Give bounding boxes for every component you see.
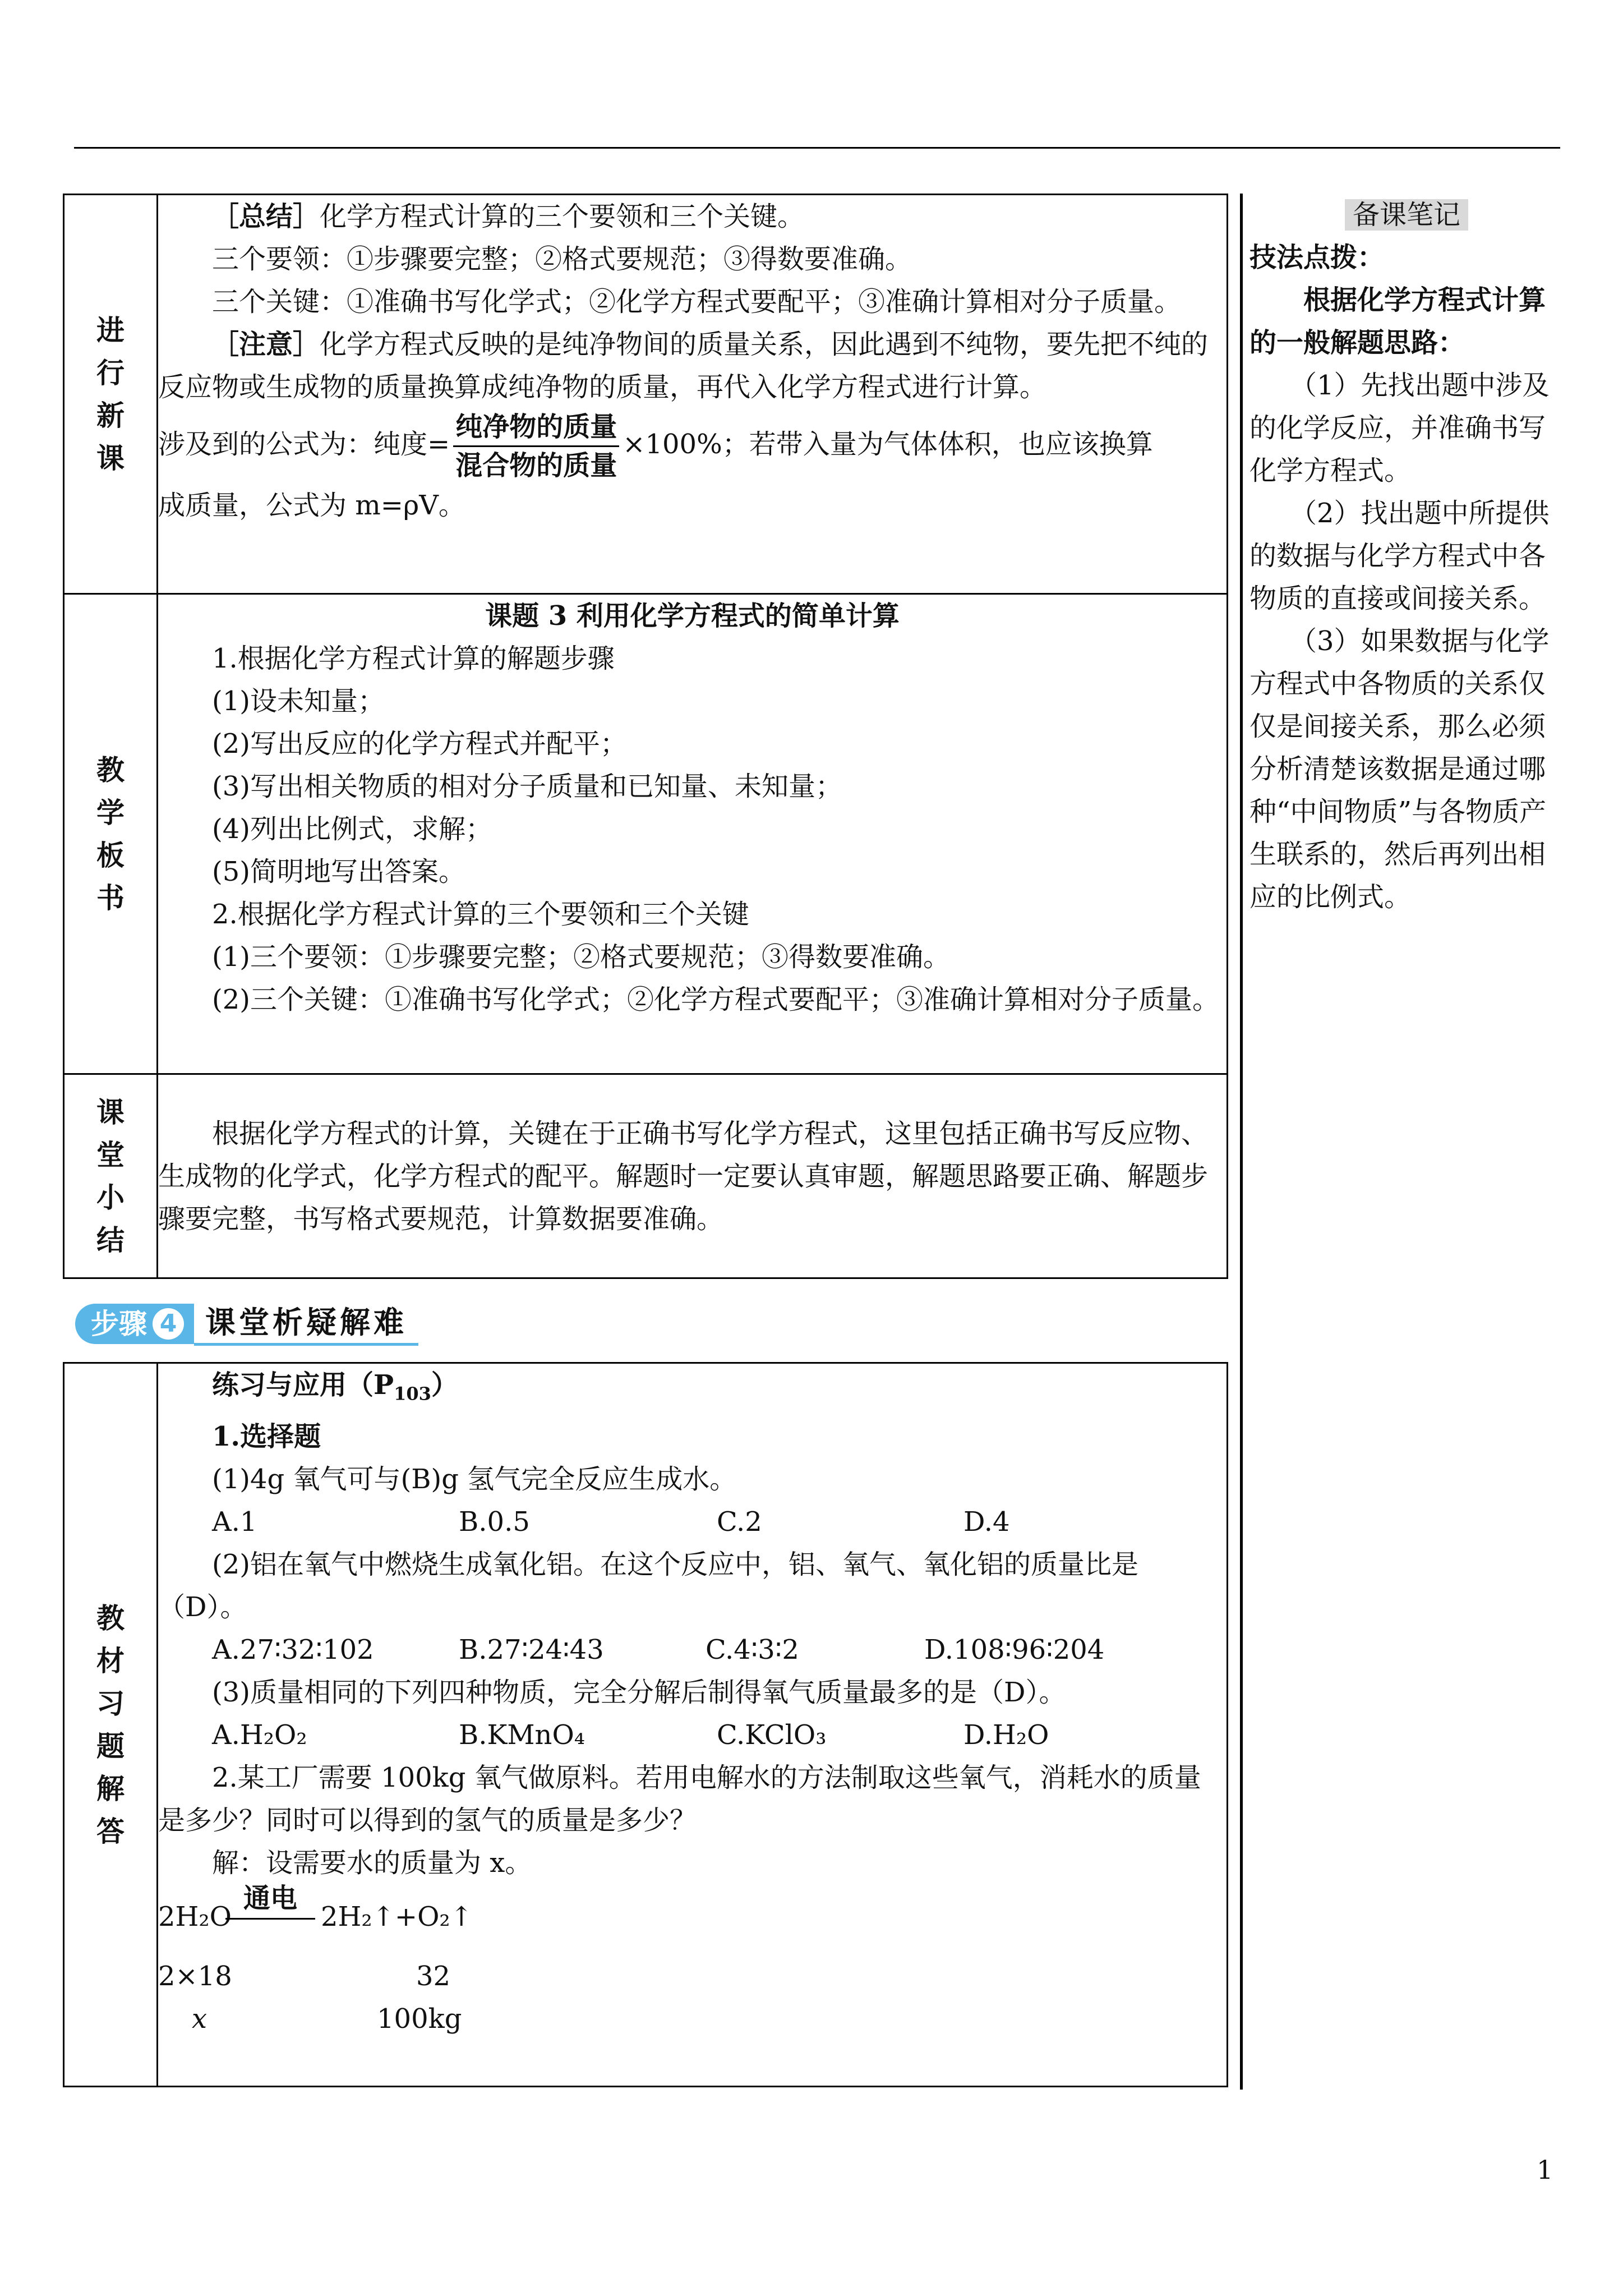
tip-title: 技法点拨： xyxy=(1249,242,1385,273)
equation-condition: 通电 xyxy=(225,1879,315,1920)
variable-left: x xyxy=(192,2003,208,2035)
prep-notes xyxy=(1249,194,1564,918)
board-line: 2.根据化学方程式计算的三个要领和三个关键 xyxy=(212,899,749,930)
three-keys: 三个关键：①准确书写化学式；②化学方程式要配平；③准确计算相对分子质量。 xyxy=(212,286,1182,318)
purity-fraction xyxy=(453,408,619,484)
label-new-lesson: 进 行 新 课 xyxy=(64,195,158,594)
step-banner xyxy=(75,1304,418,1344)
board-line: (1)设未知量； xyxy=(212,685,385,717)
exercise-heading: 练习与应用$(P_{103})$ xyxy=(212,1369,458,1405)
option: D.H₂O xyxy=(963,1719,1049,1751)
lesson-table-lower xyxy=(63,1362,1228,2087)
row-class-summary xyxy=(64,1074,1228,1278)
row-exercise-answers xyxy=(64,1363,1228,2087)
q1-options xyxy=(158,1501,1227,1543)
option: C.KClO₃ xyxy=(717,1719,827,1751)
row-board-writing xyxy=(64,594,1228,1074)
board-title: 课题 3 利用化学方程式的简单计算 xyxy=(485,600,900,632)
option: A.H₂O₂ xyxy=(212,1719,307,1751)
board-line: (2)三个关键：①准确书写化学式；②化学方程式要配平；③准确计算相对分子质量。 xyxy=(212,984,1219,1015)
q3-options xyxy=(158,1714,1227,1756)
solution-setup: 解：设需要水的质量为 x。 xyxy=(212,1847,532,1879)
lesson-table-upper xyxy=(63,194,1228,1279)
reaction-equation xyxy=(158,1882,1227,1949)
new-lesson-content xyxy=(158,195,1228,594)
question-3: (3)质量相同的下列四种物质，完全分解后制得氧气质量最多的是（D）。 xyxy=(212,1676,1066,1708)
summary-paragraph: 根据化学方程式的计算，关键在于正确书写化学方程式，这里包括正确书写反应物、生成物的化学式，化学方程式的配平。解题时一定要认真审题，解题思路要正确、解题步骤要完整，书写格式要规范，计算数据要准确。 xyxy=(158,1117,1209,1235)
mass-left: 2×18 xyxy=(158,1960,232,1992)
tip-item: （3）如果数据与化学方程式中各物质的关系仅仅是间接关系，那么必须分析清楚该数据是通过哪种“中间物质”与各物质产生联系的，然后再列出相应的比例式。 xyxy=(1249,625,1550,913)
board-line: (3)写出相关物质的相对分子质量和已知量、未知量； xyxy=(212,771,842,802)
variable-row xyxy=(158,1998,1227,2051)
step-pill xyxy=(75,1304,194,1344)
formula-end: 成质量，公式为 m=ρV。 xyxy=(158,490,465,521)
row-new-lesson xyxy=(64,195,1228,594)
question-2: (2)铝在氧气中燃烧生成氧化铝。在这个反应中，铝、氧气、氧化铝的质量比是（D）。 xyxy=(158,1548,1138,1623)
tip-item: （2）找出题中所提供的数据与化学方程式中各物质的直接或间接关系。 xyxy=(1249,498,1550,614)
purity-formula: 涉及到的公式为：纯度= $\frac{\text{纯净物的质量}}{\text{混合物的质量}}$ ×100%；若带入量为气体体积，也应该换算 xyxy=(158,408,1227,484)
fraction-numerator: 纯净物的质量 xyxy=(453,408,619,447)
summary-tag: ［总结］ xyxy=(212,201,320,232)
board-line: (2)写出反应的化学方程式并配平； xyxy=(212,728,627,760)
option: C.4∶3∶2 xyxy=(706,1634,799,1665)
option: D.108∶96∶204 xyxy=(924,1634,1105,1665)
summary-text: 化学方程式计算的三个要领和三个关键。 xyxy=(320,201,805,232)
option: B.27∶24∶43 xyxy=(459,1634,604,1665)
label-class-summary: 课 堂 小 结 xyxy=(64,1074,158,1278)
tip-subtitle: 根据化学方程式计算的一般解题思路： xyxy=(1249,284,1546,358)
question-4: 2.某工厂需要 100kg 氧气做原料。若用电解水的方法制取这些氧气，消耗水的质量是多少？同时可以得到的氢气的质量是多少？ xyxy=(158,1761,1201,1836)
exercise-content xyxy=(158,1363,1228,2087)
equation-right: 2H₂↑+O₂↑ xyxy=(321,1901,473,1932)
board-line: (1)三个要领：①步骤要完整；②格式要规范；③得数要准确。 xyxy=(212,941,950,973)
section-choice: 1.选择题 xyxy=(212,1420,321,1452)
board-line: 1.根据化学方程式计算的解题步骤 xyxy=(212,643,615,674)
q2-options xyxy=(158,1628,1227,1671)
step-label: 步骤 xyxy=(91,1308,147,1340)
notes-divider xyxy=(1240,194,1243,2090)
option: D.4 xyxy=(963,1506,1010,1538)
tip-item: （1）先找出题中涉及的化学反应，并准确书写化学方程式。 xyxy=(1249,370,1550,486)
equation-left: 2H₂O xyxy=(158,1901,232,1932)
option: A.1 xyxy=(212,1506,257,1538)
option: A.27∶32∶102 xyxy=(212,1634,374,1665)
header-rule xyxy=(74,147,1560,149)
label-board-writing: 教 学 板 书 xyxy=(64,594,158,1074)
board-line: (5)简明地写出答案。 xyxy=(212,856,465,887)
option: B.0.5 xyxy=(459,1506,530,1538)
step-number: 4 xyxy=(153,1308,184,1340)
question-1: (1)4g 氧气可与(B)g 氢气完全反应生成水。 xyxy=(212,1463,737,1495)
option: B.KMnO₄ xyxy=(459,1719,585,1751)
notes-header: 备课笔记 xyxy=(1345,199,1468,231)
board-line: (4)列出比例式，求解； xyxy=(212,813,492,845)
option: C.2 xyxy=(717,1506,762,1538)
page-number: 1 xyxy=(1537,2155,1553,2185)
fraction-denominator: 混合物的质量 xyxy=(455,450,617,481)
variable-right: 100kg xyxy=(377,2003,462,2035)
class-summary-content xyxy=(158,1074,1228,1278)
step-title: 课堂析疑解难 xyxy=(194,1303,418,1346)
mass-right: 32 xyxy=(416,1960,451,1992)
note-tag: ［注意］ xyxy=(212,329,320,360)
board-writing-content xyxy=(158,594,1228,1074)
label-exercise-answers: 教 材 习 题 解 答 xyxy=(64,1363,158,2087)
note-text: 化学方程式反映的是纯净物间的质量关系，因此遇到不纯物，要先把不纯的反应物或生成物的质量换算成纯净物的质量，再代入化学方程式进行计算。 xyxy=(158,329,1209,403)
three-points: 三个要领：①步骤要完整；②格式要规范；③得数要准确。 xyxy=(212,243,912,275)
